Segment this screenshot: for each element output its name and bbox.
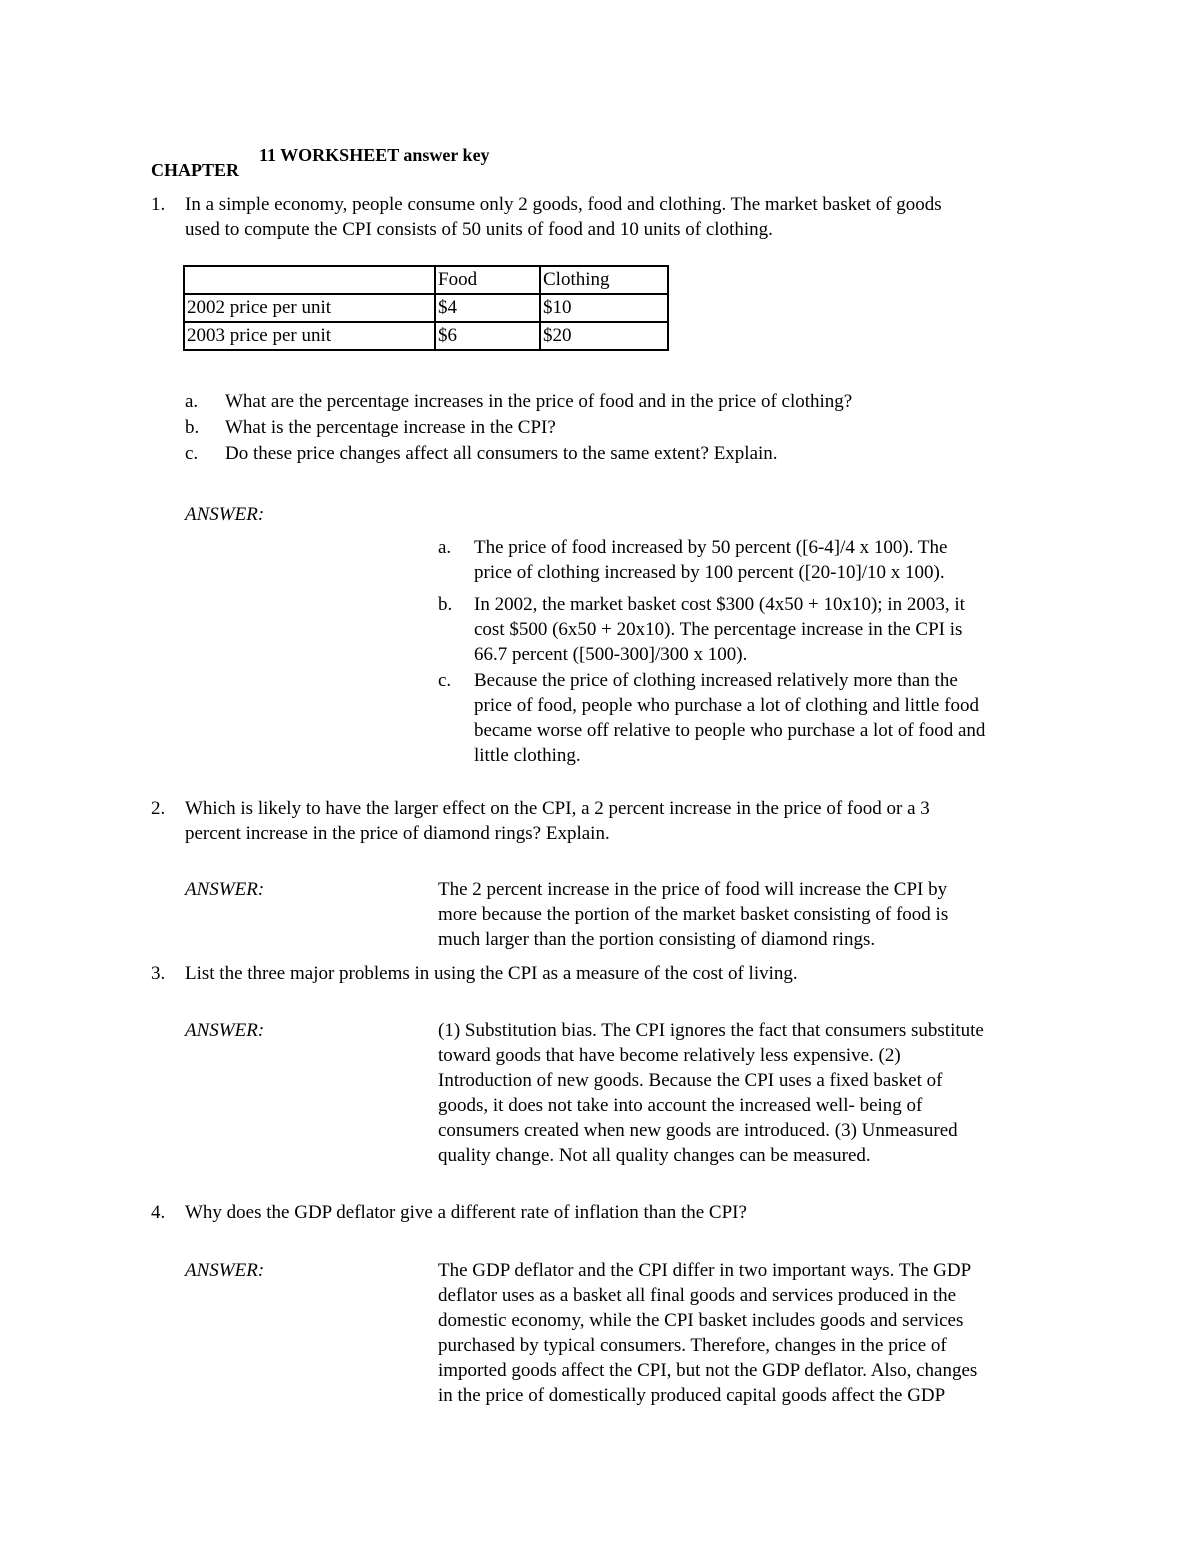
table-row xyxy=(184,294,668,322)
answer-2-text xyxy=(438,877,948,952)
answer-item-text xyxy=(474,592,965,667)
answer-line: The GDP deflator and the CPI differ in two important ways. The GDP xyxy=(438,1260,972,1281)
answer-line: cost $500 (6x50 + 20x10). The percentage increase in the CPI is xyxy=(474,619,963,640)
answer-line: domestic economy, while the CPI basket includes goods and services xyxy=(438,1310,964,1331)
table-cell: $20 xyxy=(540,322,668,350)
table-row xyxy=(184,322,668,350)
subquestion-text: What are the percentage increases in the price of food and in the price of clothing? xyxy=(225,391,853,412)
answer-line: deflator uses as a basket all final goods and services produced in the xyxy=(438,1285,957,1306)
question-3-line: List the three major problems in using the CPI as a measure of the cost of living. xyxy=(185,963,798,984)
answer-item-label: c. xyxy=(438,670,452,691)
answer-item-text xyxy=(474,668,985,768)
table-cell: $10 xyxy=(540,294,668,322)
answer-line: Because the price of clothing increased relatively more than the xyxy=(474,670,958,691)
answer-3-text xyxy=(438,1018,984,1168)
question-4-line: Why does the GDP deflator give a different rate of inflation than the CPI? xyxy=(185,1202,747,1223)
question-1-text xyxy=(185,192,942,242)
price-table xyxy=(183,265,669,351)
answer-line: In 2002, the market basket cost $300 (4x50 + 10x10); in 2003, it xyxy=(474,594,965,615)
table-header-clothing: Clothing xyxy=(540,266,668,294)
answer-line: imported goods affect the CPI, but not the GDP deflator. Also, changes xyxy=(438,1360,978,1381)
answer-line: The 2 percent increase in the price of food will increase the CPI by xyxy=(438,879,948,900)
answer-line: purchased by typical consumers. Therefore, changes in the price of xyxy=(438,1335,947,1356)
question-2-number: 2. xyxy=(151,798,166,819)
question-2-line: Which is likely to have the larger effect on the CPI, a 2 percent increase in the price of food or a 3 xyxy=(185,798,930,819)
subquestion-text: What is the percentage increase in the CPI? xyxy=(225,417,556,438)
answer-line: The price of food increased by 50 percent ([6-4]/4 x 100). The xyxy=(474,537,948,558)
answer-item-label: a. xyxy=(438,537,452,558)
question-1-number: 1. xyxy=(151,194,166,215)
answer-label: ANSWER: xyxy=(185,1020,265,1041)
table-cell: 2003 price per unit xyxy=(184,322,435,350)
question-4-text xyxy=(185,1200,747,1225)
answer-line: became worse off relative to people who purchase a lot of food and xyxy=(474,720,986,741)
subquestion-label: c. xyxy=(185,443,199,464)
answer-line: quality change. Not all quality changes can be measured. xyxy=(438,1145,871,1166)
answer-line: in the price of domestically produced capital goods affect the GDP xyxy=(438,1385,946,1406)
question-2-line: percent increase in the price of diamond rings? Explain. xyxy=(185,823,610,844)
question-1-line: used to compute the CPI consists of 50 units of food and 10 units of clothing. xyxy=(185,219,773,240)
subquestion-label: b. xyxy=(185,417,200,438)
answer-line: more because the portion of the market basket consisting of food is xyxy=(438,904,949,925)
question-3-text xyxy=(185,961,798,986)
table-cell: $6 xyxy=(435,322,540,350)
answer-line: 66.7 percent ([500-300]/300 x 100). xyxy=(474,644,748,665)
table-header-row xyxy=(184,266,668,294)
answer-item-label: b. xyxy=(438,594,453,615)
answer-line: toward goods that have become relatively less expensive. (2) xyxy=(438,1045,901,1066)
answer-line: goods, it does not take into account the increased well- being of xyxy=(438,1095,923,1116)
answer-line: price of clothing increased by 100 percent ([20-10]/10 x 100). xyxy=(474,562,945,583)
page-title-worksheet: 11 WORKSHEET answer key xyxy=(259,145,490,165)
answer-4-text xyxy=(438,1258,977,1408)
answer-label: ANSWER: xyxy=(185,504,265,525)
answer-line: little clothing. xyxy=(474,745,581,766)
answer-label: ANSWER: xyxy=(185,1260,265,1281)
subquestion-label: a. xyxy=(185,391,199,412)
table-cell xyxy=(184,266,435,294)
table-cell: 2002 price per unit xyxy=(184,294,435,322)
answer-line: Introduction of new goods. Because the CPI uses a fixed basket of xyxy=(438,1070,943,1091)
subquestion-text: Do these price changes affect all consumers to the same extent? Explain. xyxy=(225,443,778,464)
table-cell: $4 xyxy=(435,294,540,322)
answer-line: (1) Substitution bias. The CPI ignores the fact that consumers substitute xyxy=(438,1020,984,1041)
question-4-number: 4. xyxy=(151,1202,166,1223)
answer-line: much larger than the portion consisting of diamond rings. xyxy=(438,929,876,950)
question-1-line: In a simple economy, people consume only 2 goods, food and clothing. The market basket of goods xyxy=(185,194,942,215)
answer-item-text xyxy=(474,535,947,585)
question-3-number: 3. xyxy=(151,963,166,984)
answer-label: ANSWER: xyxy=(185,879,265,900)
question-2-text xyxy=(185,796,930,846)
answer-line: consumers created when new goods are introduced. (3) Unmeasured xyxy=(438,1120,958,1141)
answer-line: price of food, people who purchase a lot of clothing and little food xyxy=(474,695,979,716)
page-title-chapter: CHAPTER xyxy=(151,160,240,180)
table-header-food: Food xyxy=(435,266,540,294)
